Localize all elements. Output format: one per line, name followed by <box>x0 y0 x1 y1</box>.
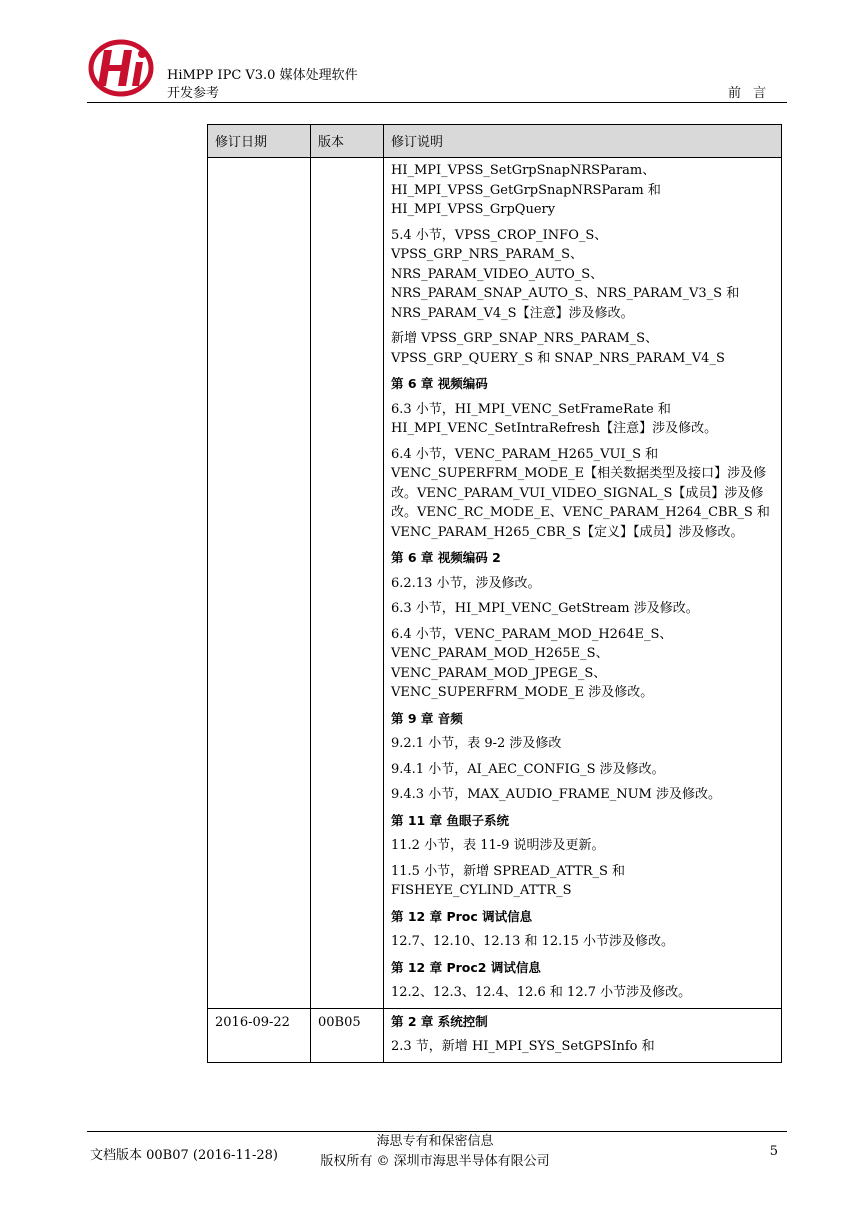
revision-table <box>207 124 782 1063</box>
revision-note: 6.3 小节，HI_MPI_VENC_GetStream 涉及修改。 <box>391 601 699 616</box>
revision-note: 5.4 小节，VPSS_CROP_INFO_S、VPSS_GRP_NRS_PARAM_S、NRS_PARAM_VIDEO_AUTO_S、NRS_PARAM_SNAP_AUTO_S、NRS_PARAM_V3_S 和 NRS_PARAM_V4_S【注意】涉及修改。 <box>391 227 740 321</box>
revision-note: 2.3 节，新增 HI_MPI_SYS_SetGPSInfo 和 <box>391 1039 655 1054</box>
section-name: 前言 <box>727 86 778 101</box>
col-header-version: 版本 <box>311 125 384 158</box>
logo-i-dot <box>138 50 146 58</box>
revision-note: 11.2 小节，表 11-9 说明涉及更新。 <box>391 838 605 853</box>
chapter-heading: 第 6 章 视频编码 <box>391 376 488 391</box>
header-rule <box>87 102 787 103</box>
revision-note: 6.3 小节，HI_MPI_VENC_SetFrameRate 和 HI_MPI_VENC_SetIntraRefresh【注意】涉及修改。 <box>391 401 718 436</box>
row-description <box>384 158 782 1009</box>
chapter-heading: 第 12 章 Proc 调试信息 <box>391 908 533 924</box>
chapter-heading: 第 11 章 鱼眼子系统 <box>391 812 509 828</box>
row-version: 00B05 <box>311 1008 384 1062</box>
revision-note: 9.2.1 小节，表 9-2 涉及修改 <box>391 736 562 751</box>
confidential-notice: 海思专有和保密信息 <box>376 1134 494 1149</box>
table-row <box>208 158 782 1009</box>
page-number: 5 <box>769 1144 778 1159</box>
chapter-heading: 第 2 章 系统控制 <box>391 1013 488 1029</box>
revision-note: 9.4.1 小节，AI_AEC_CONFIG_S 涉及修改。 <box>391 761 665 777</box>
logo-i <box>132 62 143 86</box>
hisilicon-logo <box>88 38 154 98</box>
revision-note: 12.2、12.3、12.4、12.6 和 12.7 小节涉及修改。 <box>391 985 692 1000</box>
row-date: 2016-09-22 <box>208 1008 311 1062</box>
revision-note: 6.4 小节，VENC_PARAM_H265_VUI_S 和 VENC_SUPERFRM_MODE_E【相关数据类型及接口】涉及修改。VENC_PARAM_VUI_VIDEO_SIGNAL_S【成员】涉及修改。VENC_RC_MODE_E、VENC_PARAM_H264_CBR_S 和 VENC_PARAM_H265_CBR_S【定义】【成员】涉及修改。 <box>391 446 770 540</box>
row-date <box>208 158 311 1009</box>
table-header-row <box>208 125 782 158</box>
revision-note: 12.7、12.10、12.13 和 12.15 小节涉及修改。 <box>391 934 674 949</box>
document-title: HiMPP IPC V3.0 媒体处理软件 <box>167 68 358 83</box>
doc-version: 文档版本 00B07 (2016-11-28) <box>90 1148 278 1163</box>
revision-note: 9.4.3 小节，MAX_AUDIO_FRAME_NUM 涉及修改。 <box>391 787 721 802</box>
chapter-heading: 第 9 章 音频 <box>391 710 463 726</box>
row-version <box>311 158 384 1009</box>
footer-center <box>300 1132 570 1172</box>
revision-note: 6.2.13 小节，涉及修改。 <box>391 575 541 591</box>
revision-note: 11.5 小节，新增 SPREAD_ATTR_S 和 FISHEYE_CYLIND_ATTR_S <box>391 863 626 898</box>
revision-note: HI_MPI_VPSS_SetGrpSnapNRSParam、HI_MPI_VPSS_GetGrpSnapNRSParam 和 HI_MPI_VPSS_GrpQuery <box>391 163 661 217</box>
chapter-heading: 第 6 章 视频编码 2 <box>391 550 501 565</box>
document-subtitle: 开发参考 <box>167 86 220 101</box>
revision-note: 新增 VPSS_GRP_SNAP_NRS_PARAM_S、VPSS_GRP_QUERY_S 和 SNAP_NRS_PARAM_V4_S <box>391 331 725 366</box>
col-header-description: 修订说明 <box>384 125 782 158</box>
copyright-notice: 版权所有 © 深圳市海思半导体有限公司 <box>320 1154 550 1169</box>
row-description <box>384 1008 782 1062</box>
col-header-date: 修订日期 <box>208 125 311 158</box>
chapter-heading: 第 12 章 Proc2 调试信息 <box>391 959 541 975</box>
revision-note: 6.4 小节，VENC_PARAM_MOD_H264E_S、VENC_PARAM_MOD_H265E_S、VENC_PARAM_MOD_JPEGE_S、VENC_SUPERFRM_MODE_E 涉及修改。 <box>391 626 673 700</box>
table-row <box>208 1008 782 1062</box>
